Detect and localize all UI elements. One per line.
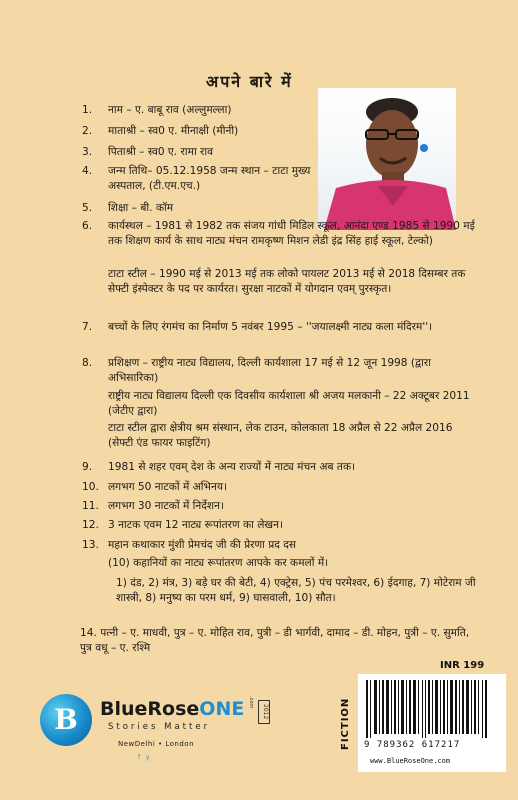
social-icons: f y	[138, 754, 152, 761]
publisher-domain: .com	[248, 696, 254, 709]
barcode-bars	[358, 674, 506, 738]
publisher-emblem: B	[40, 694, 92, 746]
publisher-tagline: Stories Matter	[108, 722, 211, 732]
list-item-paragraph: टाटा स्टील द्वारा क्षेत्रीय श्रम संस्थान, लेक टाउन, कोलकाता 18 अप्रैल से 22 अप्रैल 2016 (सेफ्टी एंड फायर फाइटिंग)	[108, 422, 453, 449]
list-item-paragraph: (10) कहानियों का नाट्य रूपांतरण आपके कर कमलों में।	[108, 557, 329, 569]
family-paragraph: 14. पत्नी – ए. माधवी, पुत्र – ए. मोहित राव, पुत्री – डी भार्गवी, दामाद – डी. मोहन, पुत्री – ए. सुमति, पुत्र वधू – ए. रश्मि	[80, 627, 470, 654]
publisher-logo	[40, 688, 330, 778]
publisher-website: www.BlueRoseOne.com	[370, 757, 451, 765]
about-list: 1. नाम – ए. बाबू राव (अल्लुमल्ला) 2. माताश्री – स्व0 ए. मीनाक्षी (मीनी) 3. पिताश्री – स्व0 ए. रामा राव 4. जन्म तिथि– 05.12.1958 जन्म स्थान – टाटा मुख्य अस्पताल, (टी.एम.एच.) 5. शिक्षा – बी. कॉम 6. कार्यस्थल – 1981 से 1982 तक संजय गांधी मिडिल स्कूल, आनंदा एण्ड 1985 से 1990 मई तक शिक्षण कार्य के साथ नाट्य मंचन रामकृष्ण मिशन लेडी इंद्र सिंह हाई स्कूल, टेल्को) टाटा स्टील – 1990 मई से 2013 मई तक लोको पायलट 2013 मई से 2018 दिसम्बर तक सेफ्टी इंस्पेक्टर के पद पर कार्यरत। सुरक्षा नाटकों में योगदान एवम् पुरस्कृत। 7. बच्चों के लिए रंगमंच का निर्माण 5 नवंबर 1995 – ''जयालक्ष्मी नाट्य कला मंदिरम''। 8. प्रशिक्षण – राष्ट्रीय नाट्य विद्यालय, दिल्ली कार्यशाला 17 मई से 12 जून 1998 (द्वारा अभिसारिका) राष्ट्रीय नाट्य विद्यालय दिल्ली एक दिवसीय कार्यशाला श्री अजय मलकानी – 22 अक्टूबर 2011 (जेटीए द्वारा) टाटा स्टील द्वारा क्षेत्रीय श्रम संस्थान, लेक टाउन, कोलकाता 18 अप्रैल से 22 अप्रैल 2016 (सेफ्टी एंड फायर फाइटिंग) 9. 1981 से शहर एवम् देश के अन्य राज्यों में नाट्य मंचन अब तक। 10. लगभग 50 नाटकों में अभिनय। 11. लगभग 30 नाटकों में निर्देशन। 12. 3 नाटक एवम 12 नाट्य रूपांतरण का लेखन। 13. महान कथाकार मुंशी प्रेमचंद जी की प्रेरणा प्रद दस (10) कहानियों का नाट्य रूपांतरण आपके कर कमलों में। 1) दंड, 2) मंत्र, 3) बड़े घर की बेटी, 4) एक्ट्रेस, 5) पंच परमेश्वर, 6) ईदगाह, 7) मोटेराम जी शास्त्री, 8) मनुष्य का परम धर्म, 9) घासवाली, 10) सौत। 14. पत्नी – ए. माधवी, पुत्र – ए. मोहित राव, पुत्री – डी भार्गवी, दामाद – डी. मोहन, पुत्री – ए. सुमति, पुत्र वधू – ए. रश्मि	[0, 0, 518, 680]
publisher-locations: NewDelhi • London	[118, 740, 195, 748]
list-item-paragraph: राष्ट्रीय नाट्य विद्यालय दिल्ली एक दिवसीय कार्यशाला श्री अजय मलकानी – 22 अक्टूबर 2011 (जेटीए द्वारा)	[108, 390, 470, 417]
list-item-paragraph: 1) दंड, 2) मंत्र, 3) बड़े घर की बेटी, 4) एक्ट्रेस, 5) पंच परमेश्वर, 6) ईदगाह, 7) मोटेराम जी शास्त्री, 8) मनुष्य का परम धर्म, 9) घासवाली, 10) सौत।	[116, 577, 476, 604]
page-title: अपने बारे में	[206, 72, 293, 91]
genre-label: FICTION	[340, 697, 351, 750]
list-item-paragraph: टाटा स्टील – 1990 मई से 2013 मई तक लोको पायलट 2013 मई से 2018 दिसम्बर तक सेफ्टी इंस्पेक्टर के पद पर कार्यरत। सुरक्षा नाटकों में योगदान एवम् पुरस्कृत।	[108, 268, 466, 295]
publisher-year: 2012	[258, 700, 270, 724]
price-label: INR 199	[440, 660, 485, 671]
isbn-number: 9 789362 617217	[364, 740, 461, 750]
publisher-name: BlueRoseONE	[100, 698, 245, 720]
